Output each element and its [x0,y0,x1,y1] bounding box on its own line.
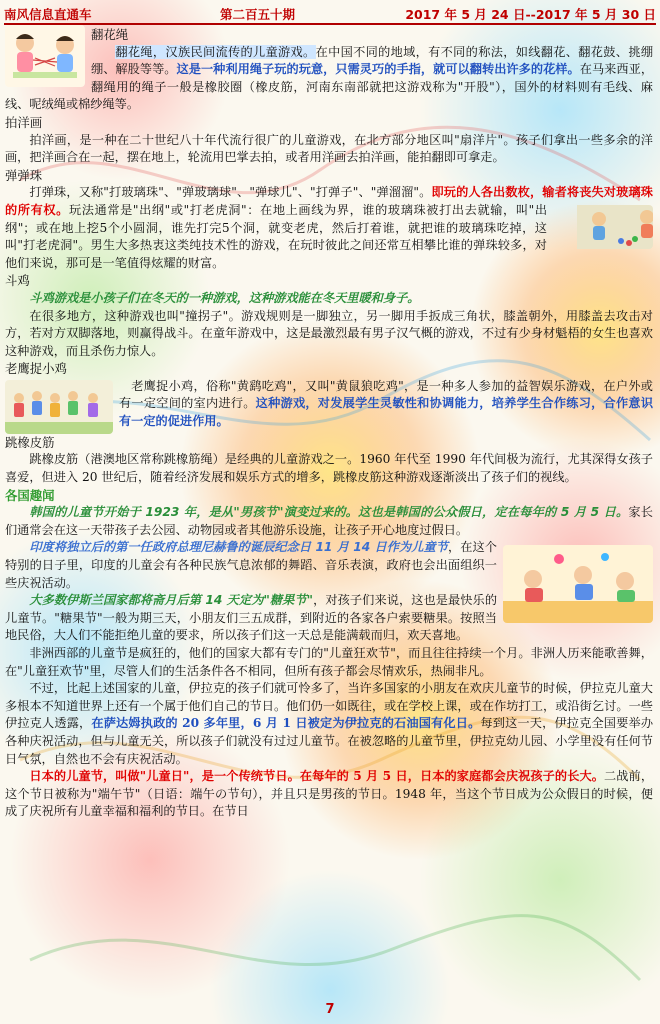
japan-highlight: 日本的儿童节，叫做"儿童日"，是一个传统节日。在每年的 5 月 5 日，日本的家庭都会庆祝孩子的长大。 [29,769,605,784]
section-title-tiaopijin: 跳橡皮筋 [5,434,55,450]
section-title-tandanzhu: 弹弹珠 [5,167,43,183]
date-range: 2017 年 5 月 24 日--2017 年 5 月 30 日 [405,7,656,22]
issue-number: 第二百五十期 [220,7,296,22]
section-title-douji: 斗鸡 [5,273,30,289]
tandanzhu-names: 打弹珠，又称"打玻璃珠"、"弹玻璃球"、"弹球儿"、"打弹子"、"弹溜溜"。 [29,185,432,200]
iraq-highlight: 在萨达姆执政的 20 多年里，6 月 1 日被定为伊拉克的石油国有化日。 [91,716,481,731]
paragraph-japan [5,768,653,821]
article-body [5,26,653,821]
paragraph-africa: 非洲西部的儿童节是疯狂的，他们的国家大都有专门的"儿童狂欢节"，而且往往持续一个月。非洲人历来能歌善舞，在"儿童狂欢节"里，尽管人们的生活条件各不相同，但所有孩子都会尽情欢乐，热闹非凡。 [5,646,653,678]
section-title-paiyanghua: 拍洋画 [5,114,43,130]
paragraph-fanhuasheng [5,44,653,114]
korea-detail: 家长们通常会在这一天带孩子去公园、动物园或者其他游乐设施，让孩子开心地度过假日。 [5,505,653,537]
section-title-geguo: 各国趣闻 [5,487,55,503]
eagle-chick-illustration [5,380,113,434]
fanhuasheng-names: 在中国不同的地域，有不同的称法，如线翻花、翻花鼓、挑绷绷、解股等等。 [91,44,654,77]
candy-festival-detail: ，对孩子们来说，这也是最快乐的儿童节。"糖果节"一般为期三天，小朋友们三五成群，到附近的各家各户索要糖果。按照当地民俗，大人们不能拒绝儿童的要求，所以孩子们这一天总是能满载而归，欢天喜地。 [5,593,498,643]
laoying-intro: 老鹰捉小鸡，俗称"黄鹞吃鸡"，又叫"黄鼠狼吃鸡"，是一种多人参加的益智娱乐游戏，在户外或有一定空间的室内进行。 [119,378,653,411]
india-highlight: 印度将独立后的第一任政府总理尼赫鲁的诞辰纪念日 11 月 14 日作为儿童节 [29,540,449,555]
paragraph-iraq [5,680,653,768]
newsletter-name: 南风信息直通车 [4,7,92,22]
japan-detail: 二战前，这个节日被称为"端午节"（日语：端午の节句），并且只是男孩的节日。1948 年，当这个节日成为公众假日的时候，便成了庆祝所有儿童幸福和福利的节日。在节日 [5,769,654,819]
candy-festival-highlight: 大多数伊斯兰国家都将斋月后第 14 天定为"糖果节" [29,593,314,608]
section-title-laoying: 老鹰捉小鸡 [5,361,67,377]
marbles-illustration [553,205,653,249]
korea-highlight: 韩国的儿童节开始于 1923 年，是从"男孩节"演变过来的。这也是韩国的公众假日，定在每年的 5 月 5 日。 [29,505,629,520]
fanhuasheng-intro: 翻花绳，汉族民间流传的儿童游戏。 [115,44,316,59]
page-number: 7 [325,1002,335,1017]
section-title-fanhuasheng: 翻花绳 [91,27,129,42]
children-playing-illustration [503,545,653,623]
india-detail: ，在这个特别的日子里，印度的儿童会有各种民族气息浓郁的舞蹈、音乐表演，政府也会出面组织一些庆祝活动。 [5,540,497,590]
iraq-detail: 每到这一天，伊拉克全国要举办各种庆祝活动，但与儿童无关，所以孩子们就没有过过儿童节。在被忽略的儿童节里，伊拉克幼儿园、小学里没有任何节日气氛，自然也不会有庆祝活动。 [5,716,654,766]
page-header [4,3,656,23]
laoying-highlight: 这种游戏，对发展学生灵敏性和协调能力，培养学生合作练习，合作意识有一定的促进作用。 [119,396,654,429]
paragraph-douji: 在很多地方，这种游戏也叫"撞拐子"。游戏规则是一脚独立，另一脚用手扳成三角状，膝盖朝外，用膝盖去攻击对方，若对方双脚落地，则赢得战斗。在童年游戏中，这是最激烈最有男子汉气概的游戏，不过有少身材魁梧的女生也喜欢这种游戏，而且杀伤力惊人。 [5,308,653,358]
paragraph-korea [5,504,653,539]
fanhuasheng-materials: 在马来西亚，翻绳用的绳子一般是橡胶圈（橡皮筋，河南东南部就把这游戏称为"开股"），国外的材料则有毛线、麻线、呢绒绳或棉纱绳等。 [5,62,654,112]
paragraph-paiyanghua: 拍洋画，是一种在二十世纪八十年代流行很广的儿童游戏，在北方部分地区叫"扇洋片"。孩子们拿出一些多余的洋画，把洋画合在一起，摆在地上，轮流用巴掌去拍，或者用洋画去拍洋画，能拍翻即可拿走。 [5,132,653,165]
header-rule [4,23,656,25]
cat-cradle-illustration [5,25,85,87]
tandanzhu-play: 玩法通常是"出纲"或"打老虎洞"：在地上画线为界，谁的玻璃珠被打出去就输，叫"出纲"；或在地上挖5个小圆洞，谁先打完5个洞，就变老虎，然后打着谁，就把谁的玻璃珠吃掉，这叫"打老虎洞"。男生大多热衷这类纯技术性的游戏，在玩时彼此之间还常互相攀比谁的弹珠较多，对他们来说，那可是一笔值得炫耀的财富。 [5,202,548,270]
paragraph-tandanzhu [5,184,653,272]
douji-highlight: 斗鸡游戏是小孩子们在冬天的一种游戏，这种游戏能在冬天里暖和身子。 [29,290,420,305]
tandanzhu-rule-highlight: 即玩的人各出数枚，输者将丧失对玻璃珠的所有权。 [5,185,653,217]
paragraph-tiaopijin: 跳橡皮筋（港澳地区常称跳橡筋绳）是经典的儿童游戏之一。1960 年代至 1990 年代间极为流行，尤其深得女孩子喜爱，但进入 20 世纪后，随着经济发展和娱乐方式的增多，跳橡皮筋这种游戏逐渐淡出了孩子们的视线。 [5,452,653,485]
iraq-intro: 不过，比起上述国家的儿童，伊拉克的孩子们就可怜多了，当许多国家的小朋友在欢庆儿童节的时候，伊拉克儿童大多根本不知道世界上还有一个属于他们自己的节日。他们仍一如既往，或在学校上课，或在作坊打工，或沿街乞讨。一些伊拉克人透露， [5,681,653,731]
fanhuasheng-highlight: 这是一种利用绳子玩的玩意，只需灵巧的手指，就可以翻转出许多的花样。 [176,62,580,77]
